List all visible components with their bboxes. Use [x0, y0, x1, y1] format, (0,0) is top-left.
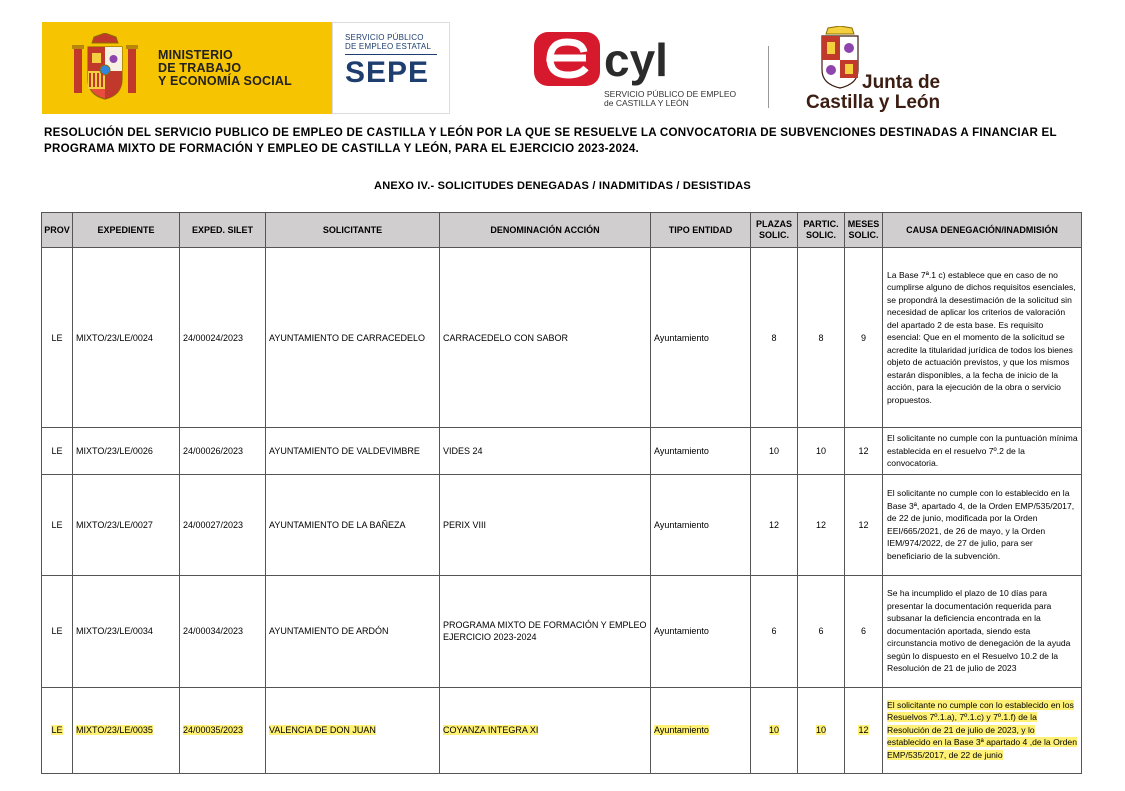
ecyl-logo: [530, 28, 770, 114]
cell-meses: 9: [845, 248, 883, 428]
cell-silet: 24/00024/2023: [180, 248, 266, 428]
header-plazas-2: SOLIC.: [758, 230, 789, 240]
ministerio-line-1: MINISTERIO: [158, 47, 233, 62]
highlight: 12: [858, 725, 869, 735]
cell-tipo: Ayuntamiento: [651, 474, 751, 575]
cell-expediente: [73, 687, 180, 773]
cell-silet: [180, 687, 266, 773]
table-row: [42, 248, 1082, 428]
cell-meses: 12: [845, 474, 883, 575]
cell-causa: [883, 687, 1082, 773]
denied-applications-table: [41, 212, 1082, 774]
cell-silet: 24/00026/2023: [180, 428, 266, 475]
sepe-rule: [345, 54, 437, 55]
cell-prov: LE: [42, 248, 73, 428]
header-meses-2: SOLIC.: [848, 230, 879, 240]
cell-causa: Se ha incumplido el plazo de 10 días para presentar la documentación requerida para subsanar la deficiencia encontrada en la documentación aportada, siendo esta circunstancia motivo de denegación de la ayuda según lo dispuesto en el Resuelvo 10.2 de la Resolución de 21 de julio de 2023: [883, 575, 1082, 687]
highlight: 10: [815, 725, 826, 735]
cell-partic: 8: [798, 248, 845, 428]
header-solicitante: SOLICITANTE: [266, 213, 440, 248]
cell-solicitante: [266, 687, 440, 773]
header-plazas-1: PLAZAS: [756, 219, 792, 229]
highlight: 24/00035/2023: [183, 725, 244, 735]
header-plazas: [751, 213, 798, 248]
ministerio-line-2: DE TRABAJO: [158, 60, 242, 75]
logo-divider: [768, 46, 769, 108]
cell-plazas: 8: [751, 248, 798, 428]
ecyl-subtitle-2: de CASTILLA Y LEÓN: [604, 98, 689, 108]
cell-meses: 12: [845, 428, 883, 475]
table-row: [42, 428, 1082, 475]
cell-tipo: Ayuntamiento: [651, 248, 751, 428]
header-partic-2: SOLIC.: [805, 230, 836, 240]
cell-silet: 24/00027/2023: [180, 474, 266, 575]
table-row: [42, 575, 1082, 687]
ecyl-subtitle: [604, 90, 736, 108]
table-row-highlighted: [42, 687, 1082, 773]
header-expediente: EXPEDIENTE: [73, 213, 180, 248]
cell-plazas: 6: [751, 575, 798, 687]
cell-denominacion: PERIX VIII: [440, 474, 651, 575]
highlight: El solicitante no cumple con lo establecido en los Resuelvos 7º.1.a), 7º.1.c) y 7º.1.f) de la Resolución de 21 de julio de 2023, y lo establecido en la Base 3ª apartado 4 ,de la Orden EMP/535/2017, de 22 de junio: [887, 699, 1077, 760]
header-meses: [845, 213, 883, 248]
cell-prov: LE: [42, 428, 73, 475]
highlight: LE: [51, 725, 63, 735]
cell-denominacion: [440, 687, 651, 773]
cell-partic: 12: [798, 474, 845, 575]
cell-expediente: MIXTO/23/LE/0027: [73, 474, 180, 575]
castilla-leon-shield-icon: [818, 26, 862, 90]
cell-expediente: MIXTO/23/LE/0034: [73, 575, 180, 687]
ecyl-e-icon: [530, 28, 770, 90]
cell-silet: 24/00034/2023: [180, 575, 266, 687]
cell-plazas: 10: [751, 428, 798, 475]
header-causa: CAUSA DENEGACIÓN/INADMISIÓN: [883, 213, 1082, 248]
highlight: Ayuntamiento: [654, 725, 709, 735]
junta-logo: [804, 22, 964, 117]
sepe-subtitle-2: DE EMPLEO ESTATAL: [345, 42, 432, 51]
cell-partic: 10: [798, 428, 845, 475]
cell-denominacion: VIDES 24: [440, 428, 651, 475]
cell-solicitante: AYUNTAMIENTO DE CARRACEDELO: [266, 248, 440, 428]
cell-solicitante: AYUNTAMIENTO DE ARDÓN: [266, 575, 440, 687]
sepe-subtitle-1: SERVICIO PÚBLICO: [345, 33, 424, 42]
sepe-logo: [332, 22, 450, 114]
cell-plazas: [751, 687, 798, 773]
ecyl-subtitle-1: SERVICIO PÚBLICO DE EMPLEO: [604, 89, 737, 99]
header-partic: [798, 213, 845, 248]
cell-solicitante: AYUNTAMIENTO DE VALDEVIMBRE: [266, 428, 440, 475]
cell-causa: El solicitante no cumple con la puntuación mínima establecida en el resuelvo 7º.2 de la convocatoria.: [883, 428, 1082, 475]
document-title: RESOLUCIÓN DEL SERVICIO PUBLICO DE EMPLEO DE CASTILLA Y LEÓN POR LA QUE SE RESUELVE LA CONVOCATORIA DE SUBVENCIONES DESTINADAS A FINANCIAR EL PROGRAMA MIXTO DE FORMACIÓN Y EMPLEO DE CASTILLA Y LEÓN, PARA EL EJERCICIO 2023-2024.: [44, 126, 1057, 155]
cell-partic: [798, 687, 845, 773]
annex-title: ANEXO IV.- SOLICITUDES DENEGADAS / INADMITIDAS / DESISTIDAS: [374, 180, 751, 192]
highlight: 10: [768, 725, 779, 735]
cell-denominacion: PROGRAMA MIXTO DE FORMACIÓN Y EMPLEO EJERCICIO 2023-2024: [440, 575, 651, 687]
junta-wordmark-1: Junta de: [862, 72, 941, 93]
highlight: COYANZA INTEGRA XI: [443, 725, 539, 735]
header-prov: PROV: [42, 213, 73, 248]
cell-prov: [42, 687, 73, 773]
ministerio-name: [158, 49, 292, 88]
cell-tipo: Ayuntamiento: [651, 428, 751, 475]
spanish-coat-of-arms-icon: [70, 33, 140, 103]
cell-prov: LE: [42, 575, 73, 687]
cell-solicitante: AYUNTAMIENTO DE LA BAÑEZA: [266, 474, 440, 575]
cell-tipo: Ayuntamiento: [651, 575, 751, 687]
header-denominacion: DENOMINACIÓN ACCIÓN: [440, 213, 651, 248]
cell-expediente: MIXTO/23/LE/0026: [73, 428, 180, 475]
ministerio-line-3: Y ECONOMÍA SOCIAL: [158, 73, 292, 88]
header-partic-1: PARTIC.: [803, 219, 839, 229]
cell-meses: [845, 687, 883, 773]
cell-partic: 6: [798, 575, 845, 687]
header-logos: [42, 22, 1082, 117]
cell-causa: La Base 7ª.1 c) establece que en caso de no cumplirse alguno de dichos requisitos esenciales, se propondrá la desestimación de la solicitud sin necesidad de aplicar los criterios de valoración del apartado 2 de esta base. Es requisito esencial: Que en el momento de la solicitud se acredite la titularidad jurídica de todos los bienes objeto de actuación previstos, y que los mismos estarán disponibles, a la fecha de inicio de la acción, para la ejecución de la obra o servicio propuestos.: [883, 248, 1082, 428]
ministerio-logo: [42, 22, 332, 114]
junta-wordmark-2: Castilla y León: [806, 92, 941, 113]
cell-causa: El solicitante no cumple con lo establecido en la Base 3ª, apartado 4, de la Orden EMP/535/2017, de 22 de junio, modificada por la Orden EEI/665/2021, de 26 de mayo, y la Orden IEM/974/2022, de 27 de julio, para ser beneficiario de la subvención.: [883, 474, 1082, 575]
header-tipo-entidad: TIPO ENTIDAD: [651, 213, 751, 248]
table-header-row: [42, 213, 1082, 248]
cell-plazas: 12: [751, 474, 798, 575]
table-row: [42, 474, 1082, 575]
cell-meses: 6: [845, 575, 883, 687]
header-exped-silet: EXPED. SILET: [180, 213, 266, 248]
highlight: VALENCIA DE DON JUAN: [269, 725, 376, 735]
highlight: MIXTO/23/LE/0035: [76, 725, 153, 735]
ecyl-wordmark: cyl: [604, 34, 668, 86]
sepe-wordmark: SEPE: [345, 56, 430, 89]
cell-prov: LE: [42, 474, 73, 575]
cell-expediente: MIXTO/23/LE/0024: [73, 248, 180, 428]
cell-tipo: [651, 687, 751, 773]
header-meses-1: MESES: [847, 219, 880, 229]
cell-denominacion: CARRACEDELO CON SABOR: [440, 248, 651, 428]
